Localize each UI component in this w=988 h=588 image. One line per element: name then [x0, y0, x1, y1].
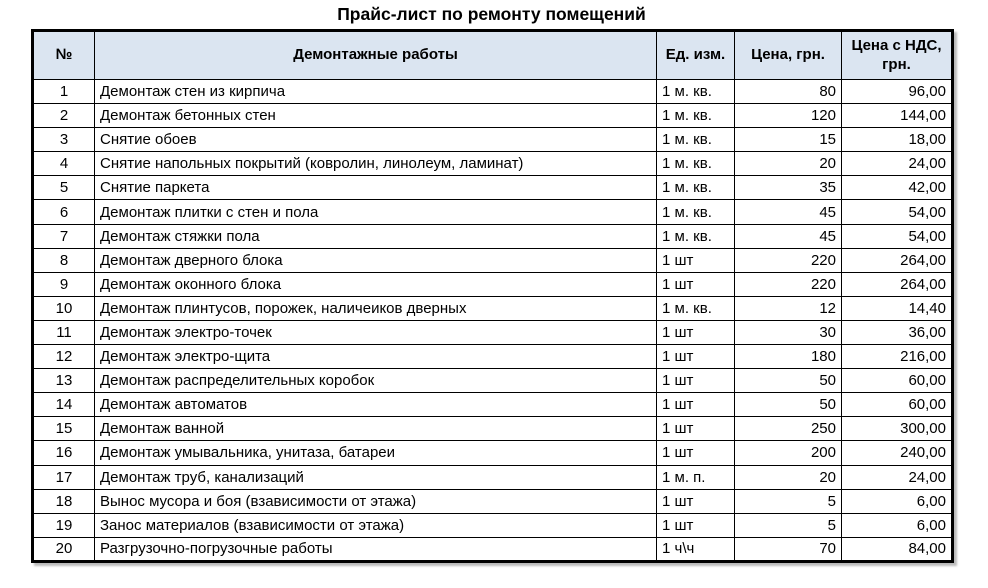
cell-unit: 1 шт — [657, 393, 735, 417]
cell-price_vat: 24,00 — [842, 152, 953, 176]
table-row — [33, 224, 953, 248]
cell-unit: 1 шт — [657, 345, 735, 369]
cell-unit: 1 м. кв. — [657, 200, 735, 224]
cell-num: 15 — [33, 417, 95, 441]
cell-work: Демонтаж автоматов — [95, 393, 657, 417]
cell-price: 50 — [735, 369, 842, 393]
cell-unit: 1 шт — [657, 369, 735, 393]
cell-price_vat: 264,00 — [842, 272, 953, 296]
cell-num: 9 — [33, 272, 95, 296]
cell-num: 5 — [33, 176, 95, 200]
cell-price: 70 — [735, 537, 842, 561]
cell-unit: 1 шт — [657, 248, 735, 272]
cell-work: Демонтаж электро-щита — [95, 345, 657, 369]
cell-price_vat: 54,00 — [842, 224, 953, 248]
cell-work: Вынос мусора и боя (взависимости от этажа) — [95, 489, 657, 513]
cell-num: 3 — [33, 128, 95, 152]
cell-work: Демонтаж бетонных стен — [95, 104, 657, 128]
table-row — [33, 489, 953, 513]
cell-num: 2 — [33, 104, 95, 128]
cell-price: 120 — [735, 104, 842, 128]
table-row — [33, 296, 953, 320]
cell-price: 220 — [735, 248, 842, 272]
cell-price_vat: 60,00 — [842, 393, 953, 417]
cell-work: Снятие обоев — [95, 128, 657, 152]
cell-unit: 1 ч\ч — [657, 537, 735, 561]
cell-price: 35 — [735, 176, 842, 200]
cell-num: 7 — [33, 224, 95, 248]
cell-num: 14 — [33, 393, 95, 417]
header-work: Демонтажные работы — [95, 31, 657, 80]
cell-num: 11 — [33, 320, 95, 344]
cell-price_vat: 84,00 — [842, 537, 953, 561]
cell-work: Демонтаж труб, канализаций — [95, 465, 657, 489]
cell-num: 13 — [33, 369, 95, 393]
cell-price_vat: 54,00 — [842, 200, 953, 224]
cell-unit: 1 шт — [657, 320, 735, 344]
table-row — [33, 465, 953, 489]
cell-num: 20 — [33, 537, 95, 561]
header-num: № — [33, 31, 95, 80]
cell-price: 220 — [735, 272, 842, 296]
price-table — [31, 29, 954, 563]
header-unit: Ед. изм. — [657, 31, 735, 80]
cell-num: 16 — [33, 441, 95, 465]
cell-price_vat: 240,00 — [842, 441, 953, 465]
cell-unit: 1 шт — [657, 513, 735, 537]
cell-work: Занос материалов (взависимости от этажа) — [95, 513, 657, 537]
table-row — [33, 80, 953, 104]
table-row — [33, 417, 953, 441]
table-row — [33, 272, 953, 296]
cell-unit: 1 м. п. — [657, 465, 735, 489]
cell-price_vat: 264,00 — [842, 248, 953, 272]
cell-unit: 1 м. кв. — [657, 128, 735, 152]
cell-num: 10 — [33, 296, 95, 320]
cell-unit: 1 м. кв. — [657, 104, 735, 128]
table-row — [33, 369, 953, 393]
cell-unit: 1 шт — [657, 417, 735, 441]
header-price: Цена, грн. — [735, 31, 842, 80]
table-row — [33, 128, 953, 152]
table-row — [33, 320, 953, 344]
cell-num: 8 — [33, 248, 95, 272]
cell-unit: 1 м. кв. — [657, 80, 735, 104]
cell-price: 12 — [735, 296, 842, 320]
cell-price_vat: 6,00 — [842, 489, 953, 513]
cell-work: Демонтаж плитки с стен и пола — [95, 200, 657, 224]
table-row — [33, 152, 953, 176]
table-row — [33, 176, 953, 200]
table-row — [33, 537, 953, 561]
table-row — [33, 248, 953, 272]
cell-price: 200 — [735, 441, 842, 465]
table-row — [33, 441, 953, 465]
cell-price: 80 — [735, 80, 842, 104]
cell-price_vat: 144,00 — [842, 104, 953, 128]
table-row — [33, 200, 953, 224]
cell-price: 5 — [735, 513, 842, 537]
cell-price: 20 — [735, 152, 842, 176]
cell-work: Демонтаж оконного блока — [95, 272, 657, 296]
header-row — [33, 31, 953, 80]
cell-unit: 1 шт — [657, 272, 735, 296]
cell-price: 45 — [735, 224, 842, 248]
table-header — [33, 31, 953, 80]
cell-unit: 1 м. кв. — [657, 152, 735, 176]
table-row — [33, 393, 953, 417]
cell-num: 18 — [33, 489, 95, 513]
cell-work: Снятие напольных покрытий (ковролин, линолеум, ламинат) — [95, 152, 657, 176]
page-title: Прайс-лист по ремонту помещений — [337, 4, 646, 24]
cell-work: Демонтаж плинтусов, порожек, наличеиков дверных — [95, 296, 657, 320]
cell-work: Демонтаж стяжки пола — [95, 224, 657, 248]
cell-price_vat: 216,00 — [842, 345, 953, 369]
cell-num: 1 — [33, 80, 95, 104]
cell-price_vat: 24,00 — [842, 465, 953, 489]
cell-work: Снятие паркета — [95, 176, 657, 200]
cell-price: 250 — [735, 417, 842, 441]
table-body — [33, 80, 953, 562]
cell-num: 4 — [33, 152, 95, 176]
cell-price: 50 — [735, 393, 842, 417]
cell-price_vat: 300,00 — [842, 417, 953, 441]
cell-price_vat: 36,00 — [842, 320, 953, 344]
cell-price_vat: 96,00 — [842, 80, 953, 104]
cell-unit: 1 шт — [657, 489, 735, 513]
cell-unit: 1 шт — [657, 441, 735, 465]
cell-num: 19 — [33, 513, 95, 537]
cell-work: Демонтаж электро-точек — [95, 320, 657, 344]
cell-price_vat: 14,40 — [842, 296, 953, 320]
cell-unit: 1 м. кв. — [657, 224, 735, 248]
table-row — [33, 513, 953, 537]
cell-price: 180 — [735, 345, 842, 369]
cell-num: 6 — [33, 200, 95, 224]
cell-work: Демонтаж распределительных коробок — [95, 369, 657, 393]
cell-price_vat: 18,00 — [842, 128, 953, 152]
table-row — [33, 104, 953, 128]
cell-num: 12 — [33, 345, 95, 369]
cell-unit: 1 м. кв. — [657, 176, 735, 200]
cell-work: Разгрузочно-погрузочные работы — [95, 537, 657, 561]
cell-price: 5 — [735, 489, 842, 513]
cell-price_vat: 6,00 — [842, 513, 953, 537]
cell-work: Демонтаж умывальника, унитаза, батареи — [95, 441, 657, 465]
cell-work: Демонтаж ванной — [95, 417, 657, 441]
cell-work: Демонтаж дверного блока — [95, 248, 657, 272]
cell-price_vat: 60,00 — [842, 369, 953, 393]
cell-work: Демонтаж стен из кирпича — [95, 80, 657, 104]
cell-price: 30 — [735, 320, 842, 344]
cell-price_vat: 42,00 — [842, 176, 953, 200]
header-price-vat: Цена с НДС, грн. — [842, 31, 953, 80]
cell-price: 20 — [735, 465, 842, 489]
table-row — [33, 345, 953, 369]
cell-unit: 1 м. кв. — [657, 296, 735, 320]
cell-num: 17 — [33, 465, 95, 489]
cell-price: 15 — [735, 128, 842, 152]
cell-price: 45 — [735, 200, 842, 224]
